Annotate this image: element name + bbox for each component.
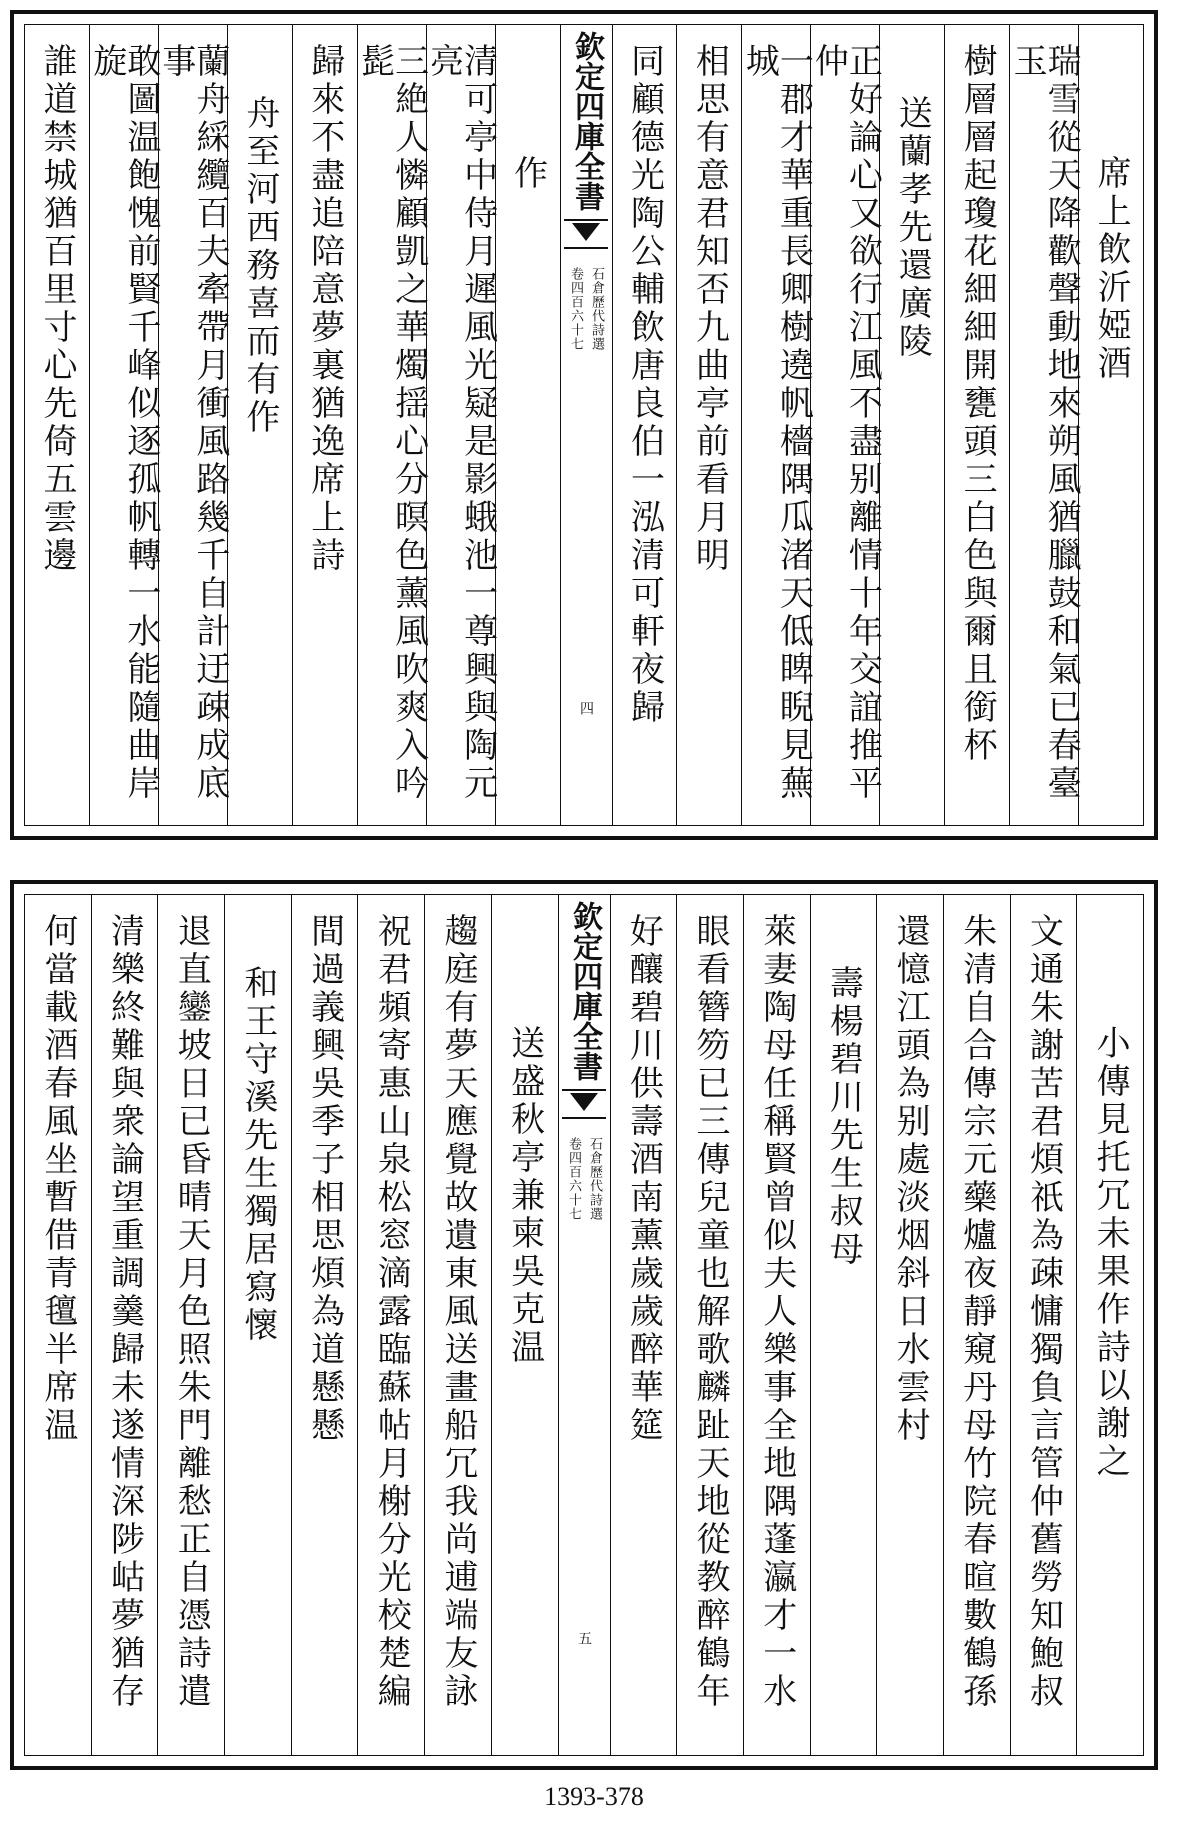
bottom-center-gutter bbox=[558, 895, 610, 1755]
bottom-volume-number: 卷四百六十七 bbox=[566, 1137, 581, 1221]
page-footer-code: 1393-378 bbox=[544, 1782, 644, 1811]
bottom-col-r7: 好釀碧川供壽酒南薰歲歲醉華筵 bbox=[610, 895, 677, 1755]
top-volume-number: 卷四百六十七 bbox=[568, 267, 584, 351]
top-col-l0: 作 bbox=[495, 25, 560, 825]
bottom-page-number: 五 bbox=[576, 1631, 592, 1645]
top-collection-title: 石倉歷代詩選 bbox=[589, 267, 605, 351]
bottom-col-r4: 壽楊碧川先生叔母 bbox=[810, 895, 877, 1755]
bottom-center-subtitle bbox=[564, 1137, 604, 1221]
bottom-col-l3: 間過義興吳季子相思煩為道懸懸 bbox=[291, 895, 358, 1755]
bottom-book-title: 欽定四庫全書 bbox=[567, 901, 602, 1081]
top-col-r7: 同顧德光陶公輔飲唐良伯一泓清可軒夜歸 bbox=[612, 25, 677, 825]
bottom-col-l0: 送盛秋亭兼柬吳克温 bbox=[491, 895, 558, 1755]
top-col-l6: 敢圖温飽愧前賢千峰似逐孤帆轉一水能隨曲岸旋 bbox=[89, 25, 158, 825]
fish-tail-ornament-icon bbox=[562, 1089, 606, 1119]
bottom-col-l7: 何當載酒春風坐暫借青氊半席温 bbox=[37, 913, 78, 1445]
bottom-col-l5: 退直鑾坡日已昏晴天月色照朱門離愁正自憑詩遣 bbox=[157, 895, 224, 1755]
bottom-page bbox=[10, 880, 1158, 1770]
top-center-gutter bbox=[560, 25, 612, 825]
bottom-col-r0: 小傳見托冗未果作詩以謝之 bbox=[1076, 895, 1143, 1755]
top-col-l4: 舟至河西務喜而有作 bbox=[227, 25, 292, 825]
top-col-r3: 送蘭孝先還廣陵 bbox=[879, 25, 944, 825]
bottom-collection-title: 石倉歷代詩選 bbox=[587, 1137, 602, 1221]
bottom-col-l1: 趨庭有夢天應覺故遺東風送畫船冗我尚逋端友詠 bbox=[424, 895, 491, 1755]
bottom-col-r1: 文通朱謝苦君煩祇為疎慵獨負言管仲舊勞知鮑叔 bbox=[1010, 895, 1077, 1755]
top-center-subtitle bbox=[566, 267, 606, 351]
top-col-r1: 瑞雪從天降歡聲動地來朔風猶臘鼓和氣已春臺玉 bbox=[1009, 25, 1078, 825]
top-col-l7: 誰道禁城猶百里寸心先倚五雲邊 bbox=[36, 43, 77, 575]
top-col-r5: 一郡才華重長卿樹遶帆檣隅瓜渚天低睥睨見蕪城 bbox=[741, 25, 810, 825]
top-col-r6: 相思有意君知否九曲亭前看月明 bbox=[676, 25, 741, 825]
bottom-page-columns bbox=[24, 894, 1144, 1756]
top-col-l2: 三絶人憐顧凱之華燭揺心分暝色薰風吹爽入吟髭 bbox=[357, 25, 426, 825]
bottom-col-l4: 和王守溪先生獨居寫懷 bbox=[224, 895, 291, 1755]
bottom-col-l6: 清樂終難與衆論望重調羹歸未遂情深陟岵夢猶存 bbox=[91, 895, 158, 1755]
bottom-col-r3: 還憶江頭為别處淡烟斜日水雲村 bbox=[876, 895, 943, 1755]
bottom-col-r5: 萊妻陶母任稱賢曾似夫人樂事全地隅蓬瀛才一水 bbox=[743, 895, 810, 1755]
top-page bbox=[10, 10, 1158, 840]
top-col-l5: 蘭舟綵纜百夫牽帶月衝風路幾千自計迂疎成底事 bbox=[158, 25, 227, 825]
bottom-col-r6: 眼看簪笏已三傳兒童也解歌麟趾天地從教醉鶴年 bbox=[676, 895, 743, 1755]
bottom-col-r2: 朱清自合傳宗元藥爐夜靜窺丹母竹院春暄數鶴孫 bbox=[943, 895, 1010, 1755]
top-book-title: 欽定四庫全書 bbox=[569, 31, 605, 211]
top-page-columns bbox=[24, 24, 1144, 826]
top-col-r2: 樹層層起瓊花細細開甕頭三白色與爾且銜杯 bbox=[944, 25, 1009, 825]
fish-tail-ornament-icon bbox=[564, 219, 608, 249]
top-col-r4: 正好論心又欲行江風不盡别離情十年交誼推平仲 bbox=[810, 25, 879, 825]
top-page-number: 四 bbox=[578, 701, 595, 715]
top-col-r0: 席上飲沂婭酒 bbox=[1078, 25, 1143, 825]
bottom-col-l2: 祝君頻寄惠山泉松窓滴露臨蘇帖月榭分光校楚編 bbox=[357, 895, 424, 1755]
top-col-l3: 歸來不盡追陪意夢裏猶𨓜席上詩 bbox=[292, 25, 357, 825]
top-col-l1: 清可亭中侍月遲風光疑是影蛾池一尊興與陶元亮 bbox=[426, 25, 495, 825]
